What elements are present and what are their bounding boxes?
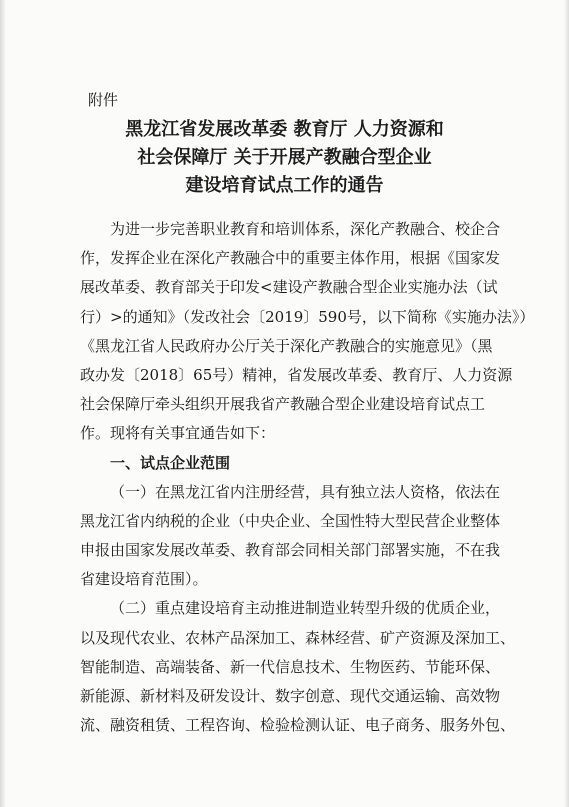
annex-label: 附件 bbox=[88, 91, 119, 109]
section-heading: 一、试点企业范围 bbox=[110, 453, 231, 472]
paragraph-item-1-line: 省建设培育范围）。 bbox=[80, 570, 208, 589]
paragraph-item-2-line: 智能制造、高端装备、新一代信息技术、生物医药、节能环保、 bbox=[80, 657, 501, 676]
paragraph-intro-line: 政办发〔2018〕65号）精神，省发展改革委、教育厅、人力资源 bbox=[80, 365, 513, 384]
paragraph-item-2-line: 以及现代农业、农林产品深加工、森林经营、矿产资源及深加工、 bbox=[80, 628, 516, 647]
paragraph-intro-line: 为进一步完善职业教育和培训体系，深化产教融合、校企合 bbox=[110, 220, 501, 238]
paragraph-intro-line: 《黑龙江省人民政府办公厅关于深化产教融合的实施意见》（黑 bbox=[80, 336, 493, 355]
paragraph-item-1-line: （一）在黑龙江省内注册经营，具有独立法人资格，依法在 bbox=[110, 482, 501, 501]
paragraph-item-2-line: 新能源、新材料及研发设计、数字创意、现代交通运输、高效物 bbox=[80, 687, 501, 705]
title-line-2: 社会保障厅 关于开展产教融合型企业 bbox=[137, 147, 432, 168]
title-line-3: 建设培育试点工作的通告 bbox=[185, 175, 384, 196]
document-title bbox=[0, 116, 569, 200]
paragraph-intro-line: 作，发挥企业在深化产教融合中的重要主体作用，根据《国家发 bbox=[80, 249, 501, 268]
paragraph-intro-line: 展改革委、教育部关于印发<建设产教融合型企业实施办法（试 bbox=[80, 278, 498, 297]
paragraph-intro-line: 社会保障厅牵头组织开展我省产教融合型企业建设培育试点工 bbox=[80, 395, 486, 414]
document-body bbox=[80, 215, 535, 740]
paragraph-item-1-line: 申报由国家发展改革委、教育部会同相关部门部署实施，不在我 bbox=[80, 541, 501, 560]
paragraph-intro-line: 行）>的通知》（发改社会〔2019〕590号，以下简称《实施办法》） bbox=[80, 307, 535, 326]
paragraph-item-2-line: 流、融资租赁、工程咨询、检验检测认证、电子商务、服务外包、 bbox=[80, 716, 516, 735]
title-line-1: 黑龙江省发展改革委 教育厅 人力资源和 bbox=[125, 119, 444, 140]
paragraph-item-2-line: （二）重点建设培育主动推进制造业转型升级的优质企业， bbox=[110, 599, 501, 618]
paragraph-intro-line: 作。现将有关事宜通告如下： bbox=[80, 424, 276, 443]
paragraph-item-1-line: 黑龙江省内纳税的企业（中央企业、全国性特大型民营企业整体 bbox=[80, 511, 501, 530]
